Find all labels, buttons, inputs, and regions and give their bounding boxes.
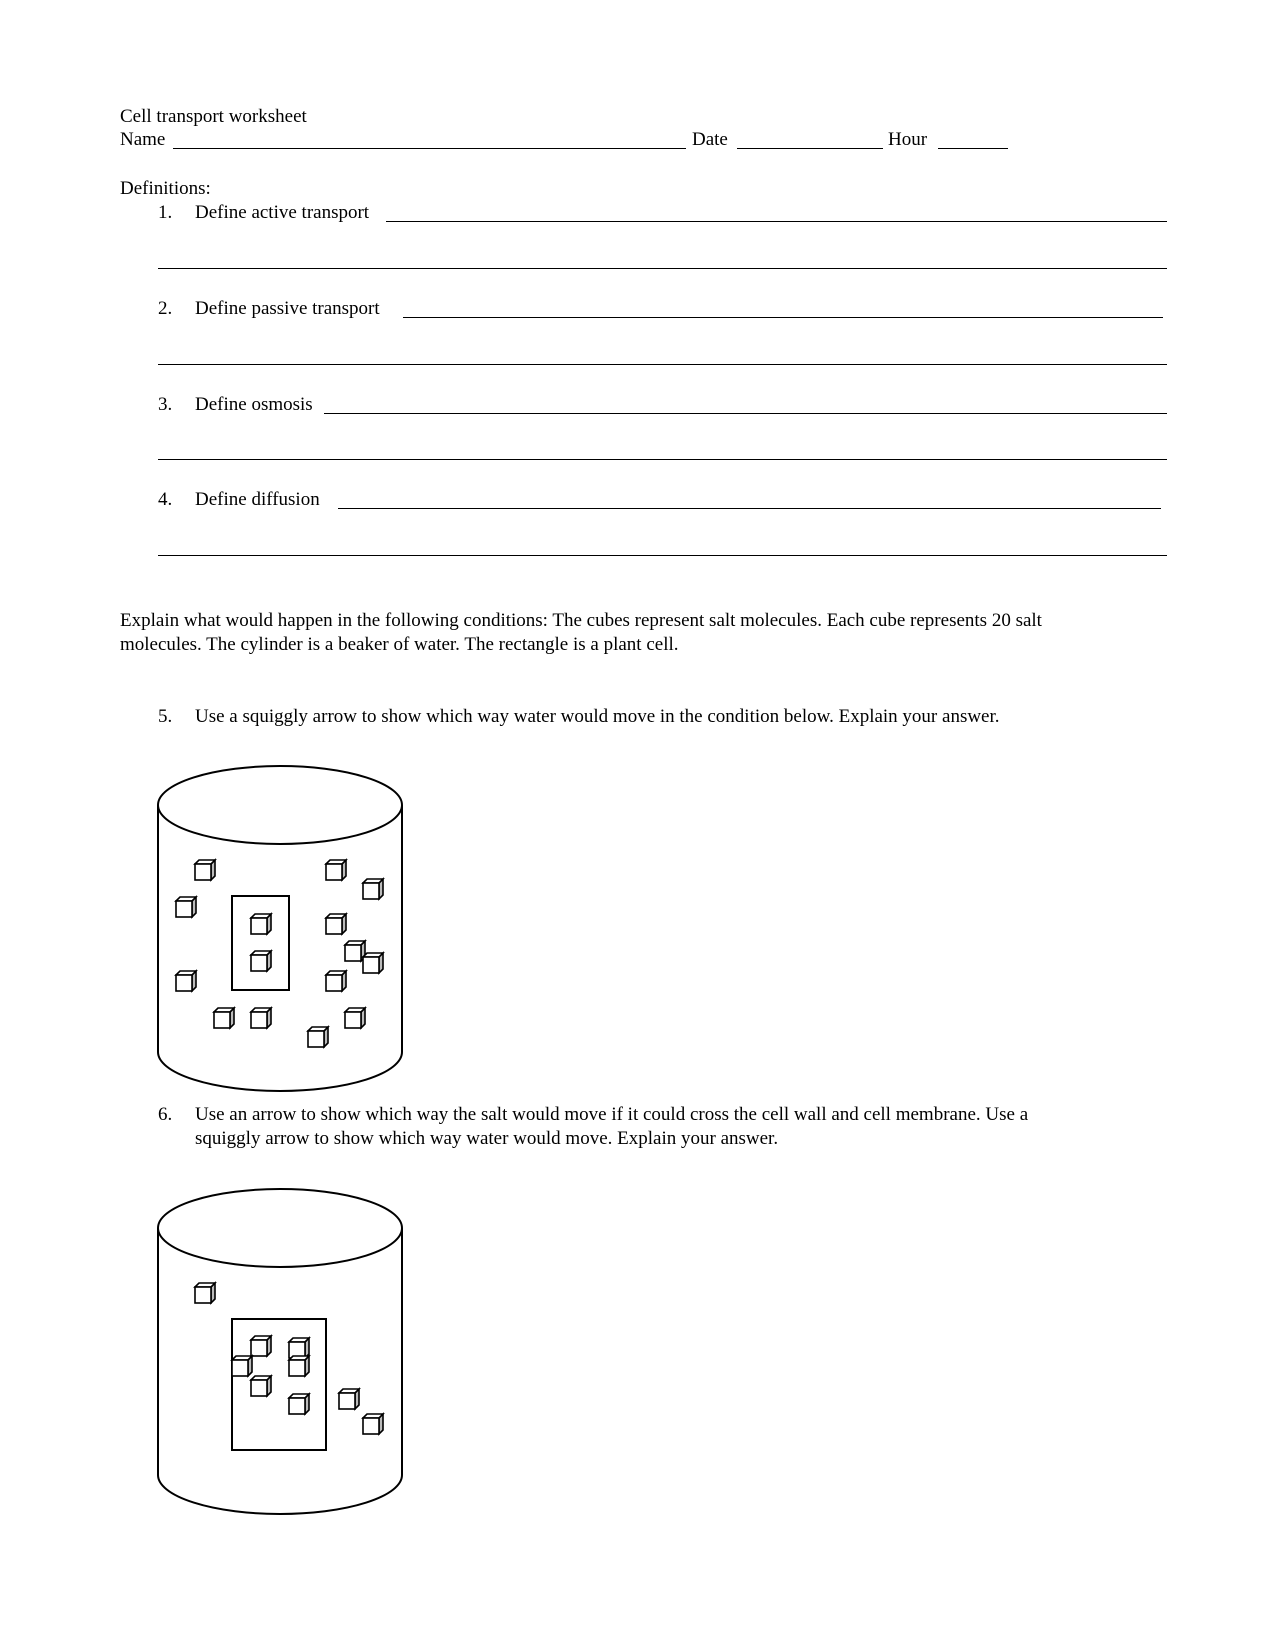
definitions-heading: Definitions: bbox=[120, 178, 211, 199]
question-text: Use a squiggly arrow to show which way water would move in the condition below. Explain your answer. bbox=[195, 706, 1000, 727]
plant-cell bbox=[232, 1319, 326, 1450]
salt-cube-icon bbox=[289, 1394, 309, 1414]
item-label: Define diffusion bbox=[195, 489, 320, 510]
salt-cube-icon bbox=[251, 1336, 271, 1356]
question-text-line-1: Use an arrow to show which way the salt would move if it could cross the cell wall and cell membrane. Use a bbox=[195, 1104, 1029, 1125]
item-label: Define active transport bbox=[195, 202, 370, 223]
intro-line-2: molecules. The cylinder is a beaker of water. The rectangle is a plant cell. bbox=[120, 634, 679, 655]
item-number: 3. bbox=[158, 394, 173, 415]
item-number: 4. bbox=[158, 489, 173, 510]
salt-cube-icon bbox=[289, 1338, 309, 1358]
salt-cube-icon bbox=[251, 1376, 271, 1396]
salt-cube-icon bbox=[232, 1356, 252, 1376]
question-number: 5. bbox=[158, 706, 173, 727]
item-label: Define osmosis bbox=[195, 394, 313, 415]
salt-cube-icon bbox=[363, 1414, 383, 1434]
item-number: 2. bbox=[158, 298, 173, 319]
salt-cube-icon bbox=[289, 1356, 309, 1376]
question-number: 6. bbox=[158, 1104, 173, 1125]
beaker-body bbox=[158, 1228, 402, 1514]
name-label: Name bbox=[120, 129, 166, 150]
hour-label: Hour bbox=[888, 129, 928, 150]
salt-cube-icon bbox=[195, 1283, 215, 1303]
beaker-rim bbox=[158, 1189, 402, 1267]
intro-line-1: Explain what would happen in the following conditions: The cubes represent salt molecules. Each cube represents 20 salt bbox=[120, 610, 1042, 631]
salt-cube-icon bbox=[339, 1389, 359, 1409]
beaker-cylinder bbox=[158, 1189, 402, 1514]
worksheet-title: Cell transport worksheet bbox=[120, 106, 307, 127]
item-number: 1. bbox=[158, 202, 173, 223]
item-label: Define passive transport bbox=[195, 298, 380, 319]
question-text-line-2: squiggly arrow to show which way water would move. Explain your answer. bbox=[195, 1128, 779, 1149]
date-label: Date bbox=[692, 129, 728, 150]
